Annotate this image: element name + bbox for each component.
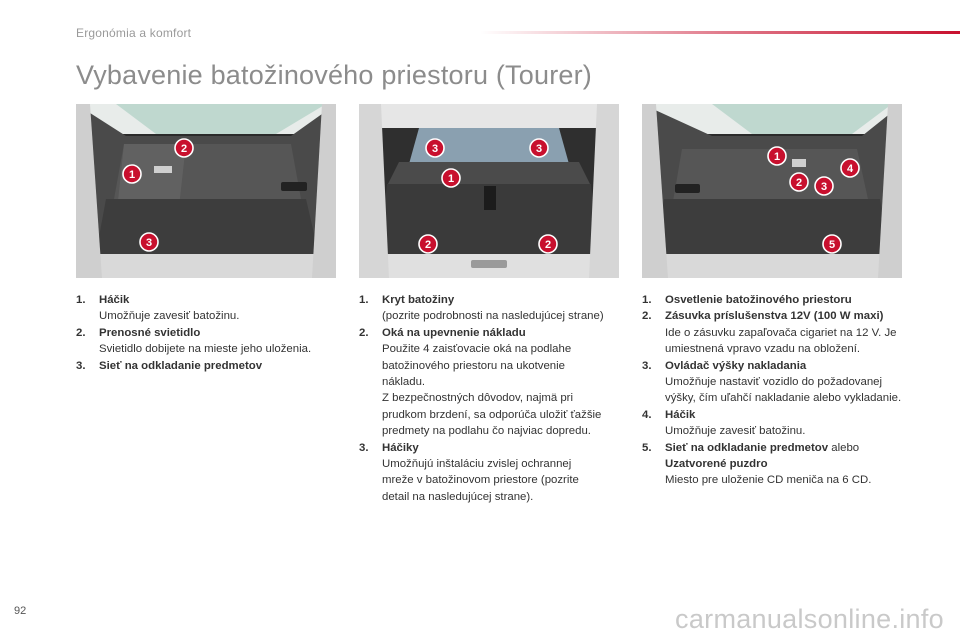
item-safety-note: Z bezpečnostných dôvodov, najmä pri prudkom brzdení, sa odporúča uložiť ťažšie predmety na podlahu čo najviac dopredu.	[382, 392, 602, 438]
list-item: 2. Oká na upevnenie nákladu Použite 4 zaisťovacie oká na podlahe batožinového priestoru na ukotvenie nákladu. Z bezpečnostných dôvodov, najmä pri prudkom brzdení, sa odporúča uložiť ťažšie predmety na podlahu čo najviac dopredu.	[359, 325, 604, 440]
item-description: Použite 4 zaisťovacie oká na podlahe batožinového priestoru na ukotvenie nákladu.	[382, 343, 572, 389]
legend-column-left	[76, 292, 338, 374]
svg-text:2: 2	[544, 239, 552, 251]
item-title: Sieť na odkladanie predmetov	[665, 441, 829, 454]
list-item: 3. Sieť na odkladanie predmetov	[76, 359, 263, 372]
callout-1	[123, 165, 141, 183]
svg-text:5: 5	[828, 239, 836, 251]
list-item: 2. Zásuvka príslušenstva 12V (100 W maxi) Ide o zásuvku zapaľovača cigariet na 12 V. Je umiestnená vpravo vzadu na obložení.	[642, 308, 912, 357]
svg-text:1: 1	[128, 169, 136, 181]
svg-text:3: 3	[535, 143, 543, 155]
item-description: Umožňujú inštaláciu zvislej ochrannej mreže v batožinovom priestore (pozrite detail na nasledujúcej strane).	[382, 458, 579, 503]
item-description: Svietidlo dobijete na mieste jeho uloženia.	[99, 343, 312, 356]
svg-text:1: 1	[773, 151, 781, 163]
callout-1	[442, 169, 460, 187]
callout-2	[175, 139, 193, 157]
callout-5	[823, 235, 841, 253]
callout-2	[790, 173, 808, 191]
svg-text:2: 2	[424, 239, 432, 251]
page-title: Vybavenie batožinového priestoru (Tourer)	[76, 60, 592, 90]
item-title-alt: Uzatvorené puzdro	[665, 458, 768, 471]
callout-3-left	[426, 139, 444, 157]
svg-text:3: 3	[820, 181, 828, 193]
svg-text:4: 4	[846, 163, 854, 175]
callout-2-left	[419, 235, 437, 253]
callout-3-right	[530, 139, 548, 157]
item-title: Oká na upevnenie nákladu	[382, 326, 526, 339]
item-description: Miesto pre uloženie CD meniča na 6 CD.	[665, 474, 872, 487]
list-item: 3. Ovládač výšky nakladania Umožňuje nastaviť vozidlo do požadovanej výšky, čím uľahčí nakladanie alebo vykladanie.	[642, 358, 912, 407]
item-title: Ovládač výšky nakladania	[665, 359, 807, 372]
svg-text:3: 3	[145, 237, 153, 249]
callout-3	[140, 233, 158, 251]
item-description: Ide o zásuvku zapaľovača cigariet na 12 V. Je umiestnená vpravo vzadu na obložení.	[665, 326, 897, 356]
callout-3	[815, 177, 833, 195]
list-item: 1. Háčik Umožňuje zavesiť batožinu.	[76, 292, 338, 325]
trunk-photo-right	[642, 104, 902, 278]
trunk-photo-center	[359, 104, 619, 278]
item-title: Háčik	[665, 408, 696, 421]
list-item: 2. Prenosné svietidlo Svietidlo dobijete na mieste jeho uloženia.	[76, 325, 338, 358]
item-title: Sieť na odkladanie predmetov	[99, 359, 263, 372]
item-description: Umožňuje zavesiť batožinu.	[99, 310, 240, 323]
item-title-suffix: alebo	[828, 441, 860, 454]
section-label: Ergonómia a komfort	[76, 26, 192, 40]
svg-text:2: 2	[180, 143, 188, 155]
legend-column-center	[359, 292, 604, 505]
watermark: carmanualsonline.info	[675, 604, 944, 634]
header-accent-bar	[480, 31, 960, 34]
list-item: 1. Kryt batožiny (pozrite podrobnosti na nasledujúcej strane)	[359, 292, 604, 325]
item-title: Zásuvka príslušenstva 12V (100 W maxi)	[665, 310, 884, 323]
item-description: Umožňuje zavesiť batožinu.	[665, 425, 806, 438]
callout-1	[768, 147, 786, 165]
item-title: Prenosné svietidlo	[99, 326, 201, 339]
callout-2-right	[539, 235, 557, 253]
page-number: 92	[14, 605, 27, 617]
list-item: 5. Sieť na odkladanie predmetov alebo Uzatvorené puzdro Miesto pre uloženie CD meniča na 6 CD.	[642, 440, 912, 489]
item-description: (pozrite podrobnosti na nasledujúcej strane)	[382, 310, 604, 323]
list-item: 3. Háčiky Umožňujú inštaláciu zvislej ochrannej mreže v batožinovom priestore (pozrite detail na nasledujúcej strane).	[359, 440, 604, 506]
callout-4	[841, 159, 859, 177]
list-item: 1. Osvetlenie batožinového priestoru	[642, 294, 852, 306]
list-item: 4. Háčik Umožňuje zavesiť batožinu.	[642, 407, 912, 440]
item-description: Umožňuje nastaviť vozidlo do požadovanej výšky, čím uľahčí nakladanie alebo vykladanie.	[665, 376, 902, 405]
svg-text:1: 1	[447, 173, 455, 185]
item-title: Háčiky	[382, 441, 419, 454]
svg-text:3: 3	[431, 143, 439, 155]
item-title: Kryt batožiny	[382, 294, 455, 306]
svg-text:2: 2	[795, 177, 803, 189]
item-title: Osvetlenie batožinového priestoru	[665, 294, 852, 306]
item-title: Háčik	[99, 294, 130, 306]
trunk-photo-left	[76, 104, 336, 278]
legend-column-right	[642, 292, 912, 489]
